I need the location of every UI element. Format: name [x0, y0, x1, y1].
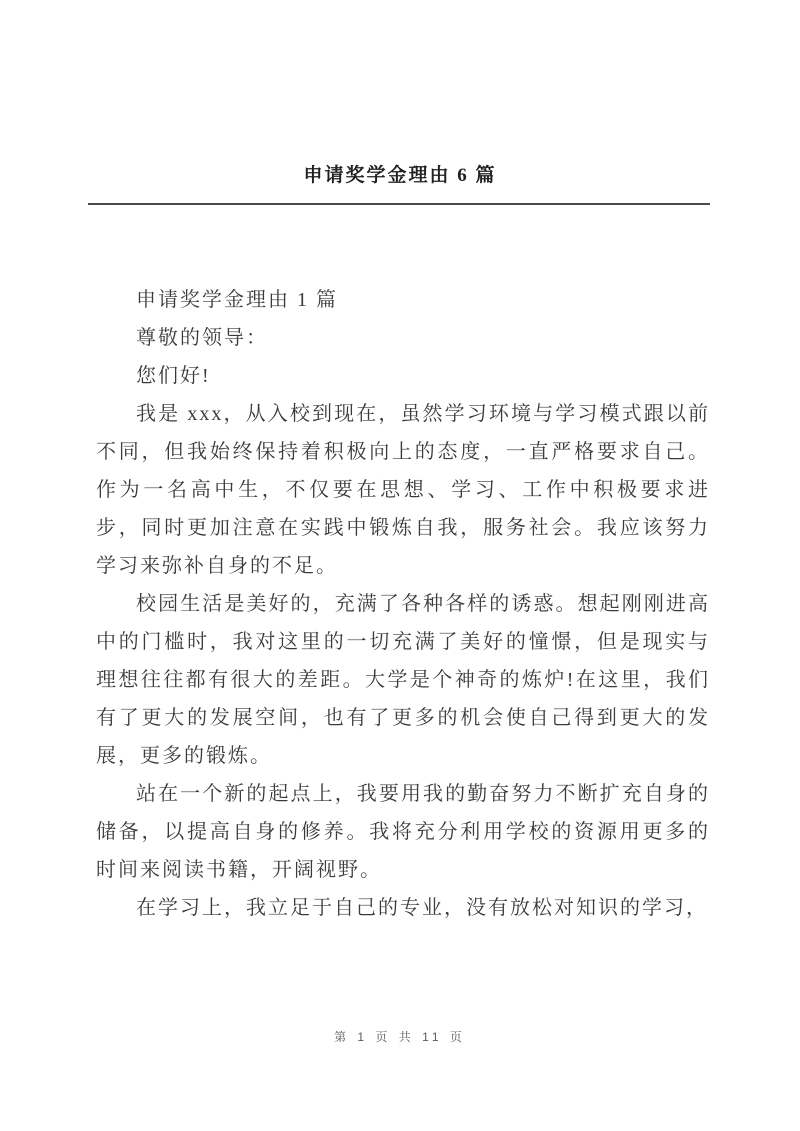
page-footer — [0, 1028, 800, 1045]
paragraph: 在学习上，我立足于自己的专业，没有放松对知识的学习， — [136, 897, 708, 919]
paragraph: 站在一个新的起点上，我要用我的勤奋努力不断扩充自身的储备，以提高自身的修养。我将充分利用学校的资源用更多的时间来阅读书籍，开阔视野。 — [96, 783, 710, 881]
paragraph-greeting: 您们好! — [136, 365, 211, 387]
page-title: 申请奖学金理由 6 篇 — [303, 165, 497, 186]
page-number: 第 1 页 共 11 页 — [334, 1030, 466, 1044]
document-body — [96, 281, 710, 927]
paragraph-heading: 申请奖学金理由 1 篇 — [136, 289, 338, 311]
title-divider — [88, 203, 710, 205]
paragraph: 我是 xxx，从入校到现在，虽然学习环境与学习模式跟以前不同，但我始终保持着积极向上的态度，一直严格要求自己。作为一名高中生，不仅要在思想、学习、工作中积极要求进步，同时更加注意在实践中锻炼自我，服务社会。我应该努力学习来弥补自身的不足。 — [96, 403, 710, 577]
paragraph: 校园生活是美好的，充满了各种各样的诱惑。想起刚刚进高中的门槛时，我对这里的一切充满了美好的憧憬，但是现实与理想往往都有很大的差距。大学是个神奇的炼炉!在这里，我们有了更大的发展空间，也有了更多的机会使自己得到更大的发展，更多的锻炼。 — [96, 593, 710, 767]
paragraph-salutation: 尊敬的领导： — [136, 327, 268, 349]
